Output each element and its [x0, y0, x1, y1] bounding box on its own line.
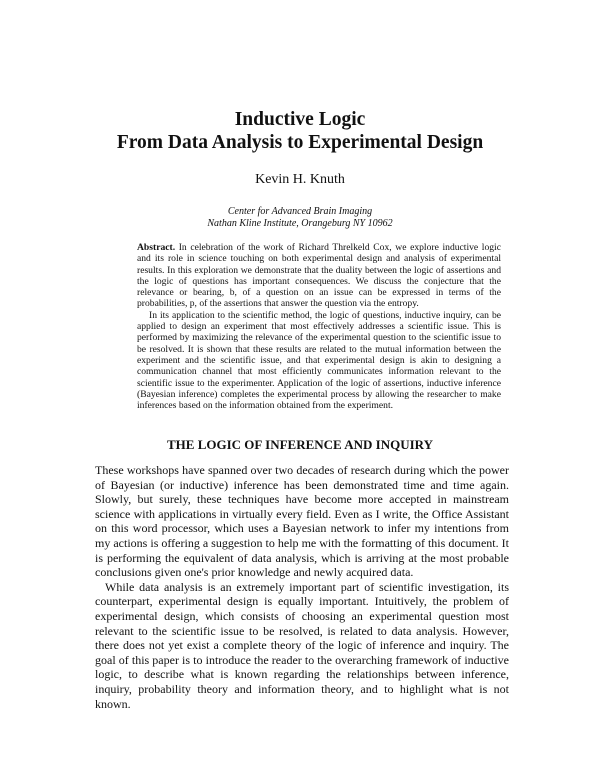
abstract-paragraph-2: In its application to the scientific method, the logic of questions, inductive inquiry, can be applied to design an experiment that most effectively addresses a scientific issue. This is performed by maximizing the relevance of the experimental question to the scientific issue to be resolved. It is shown that these results are related to the mutual information between the experiment and the scientific issue, and that experimental design is akin to designing a communication channel that most efficiently communicates information relevant to the scientific issue to the experimenter. Application of the logic of assertions, inductive inference (Bayesian inference) completes the experimental process by allowing the researcher to make inferences based on the information obtained from the experiment.: [137, 309, 501, 412]
body-paragraph-1: These workshops have spanned over two decades of research during which the power of Bayesian (or inductive) inference has been demonstrated time and time again. Slowly, but surely, these techniques have become more accepted in mainstream science with applications in virtually every field. Even as I write, the Office Assistant on this word processor, which uses a Bayesian network to infer my intentions from my actions is offering a suggestion to help me with the formatting of this document. It is performing the equivalent of data analysis, which is arriving at the most probable conclusions given one's prior knowledge and newly acquired data.: [95, 463, 509, 580]
body-paragraph-2: While data analysis is an extremely important part of scientific investigation, its counterpart, experimental design is equally important. Intuitively, the problem of experimental design, which consists of choosing an experimental question most relevant to the scientific issue to be resolved, is related to data analysis. However, there does not yet exist a complete theory of the logic of inference and inquiry. The goal of this paper is to introduce the reader to the overarching framework of inductive logic, to describe what is known regarding the relationships between inference, inquiry, probability theory and information theory, and to highlight what is not known.: [95, 579, 509, 711]
abstract-text-1: In celebration of the work of Richard Threlkeld Cox, we explore inductive logic and its role in science touching on both experimental design and analysis of experimental results. In this exploration we demonstrate that the duality between the logic of assertions and the logic of questions has important consequences. We discuss the conjecture that the relevance or bearing, b, of a question on an issue can be expressed in terms of the probabilities, p, of the assertions that answer the question via the entropy.: [137, 242, 501, 310]
author-name: Kevin H. Knuth: [255, 172, 345, 187]
affiliation-line-2: Nathan Kline Institute, Orangeburg NY 10962: [207, 218, 393, 229]
paper-title: [0, 108, 600, 154]
section-body: [95, 463, 509, 711]
abstract-paragraph-1: [137, 242, 501, 310]
abstract: [137, 242, 501, 411]
title-line-1: Inductive Logic: [234, 109, 366, 130]
title-line-2: From Data Analysis to Experimental Design: [116, 132, 484, 153]
section-heading: THE LOGIC OF INFERENCE AND INQUIRY: [167, 437, 433, 452]
affiliation-line-1: Center for Advanced Brain Imaging: [227, 206, 373, 217]
affiliation: [0, 206, 600, 230]
abstract-label: Abstract.: [137, 242, 176, 253]
